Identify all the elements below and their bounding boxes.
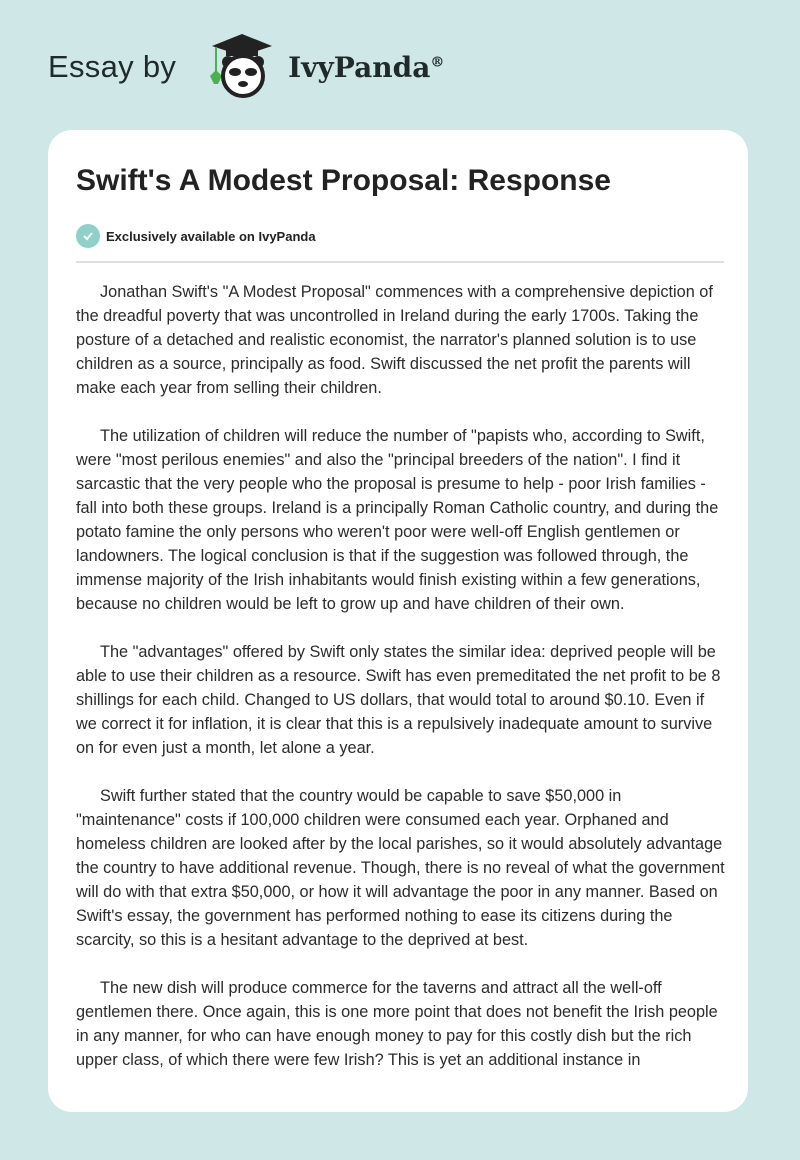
paragraph: Jonathan Swift's "A Modest Proposal" commences with a comprehensive depiction of the dreadful poverty that was uncontrolled in Ireland during the early 1700s. Taking the posture of a detached and realistic economist, the narrator's planned solution is to use children as a source, principally as food. Swift discussed the net profit the parents will make each year from selling their children. xyxy=(76,283,713,397)
exclusive-badge xyxy=(76,224,316,248)
brand-text: IvyPanda xyxy=(288,50,431,84)
page-title: Swift's A Modest Proposal: Response xyxy=(76,164,611,197)
site-header xyxy=(48,32,444,102)
registered-mark: ® xyxy=(430,54,445,71)
paragraph: The utilization of children will reduce the number of "papists who, according to Swift, were "most perilous enemies" and also the "principal breeders of the nation". I find it sarcastic that the very people who the proposal is presume to help - poor Irish families - fall into both these groups. Ireland is a principally Roman Catholic country, and during the potato famine the only persons who weren't poor were well-off English gentlemen or landowners. The logical conclusion is that if the suggestion was followed through, the immense majority of the Irish inhabitants would finish existing within a few generations, because no children would be left to grow up and have children of their own. xyxy=(76,427,719,613)
brand-name[interactable] xyxy=(288,51,444,84)
essay-by-label: Essay by xyxy=(48,49,177,84)
essay-card xyxy=(48,130,748,1112)
paragraph: The "advantages" offered by Swift only states the similar idea: deprived people will be able to use their children as a resource. Swift has even premeditated the net profit to be 8 shillings for each child. Changed to US dollars, that would total to around $0.10. Even if we correct it for inflation, it is clear that this is a repulsively inadequate amount to survive on for even just a month, let alone a year. xyxy=(76,643,721,757)
paragraph: Swift further stated that the country would be capable to save $50,000 in "maintenance" costs if 100,000 children were consumed each year. Orphaned and homeless children are looked after by the local parishes, so it would absolutely advantage the country to have additional revenue. Though, there is no reveal of what the government will do with that extra $50,000, or how it will advantage the poor in any manner. Based on Swift's essay, the government has performed nothing to ease its citizens during the scarcity, so this is a hesitant advantage to the deprived at best. xyxy=(76,787,725,949)
essay-body xyxy=(76,280,726,1096)
badge-text: Exclusively available on IvyPanda xyxy=(106,228,316,244)
paragraph: The new dish will produce commerce for the taverns and attract all the well-off gentlemen there. Once again, this is one more point that does not benefit the Irish people in any manner, for who can have enough money to pay for this costly dish but the rich upper class, of which there were few Irish? This is yet an additional instance in xyxy=(76,979,718,1069)
divider xyxy=(76,261,724,263)
check-icon xyxy=(76,224,100,248)
ivypanda-logo-icon[interactable] xyxy=(198,32,282,102)
